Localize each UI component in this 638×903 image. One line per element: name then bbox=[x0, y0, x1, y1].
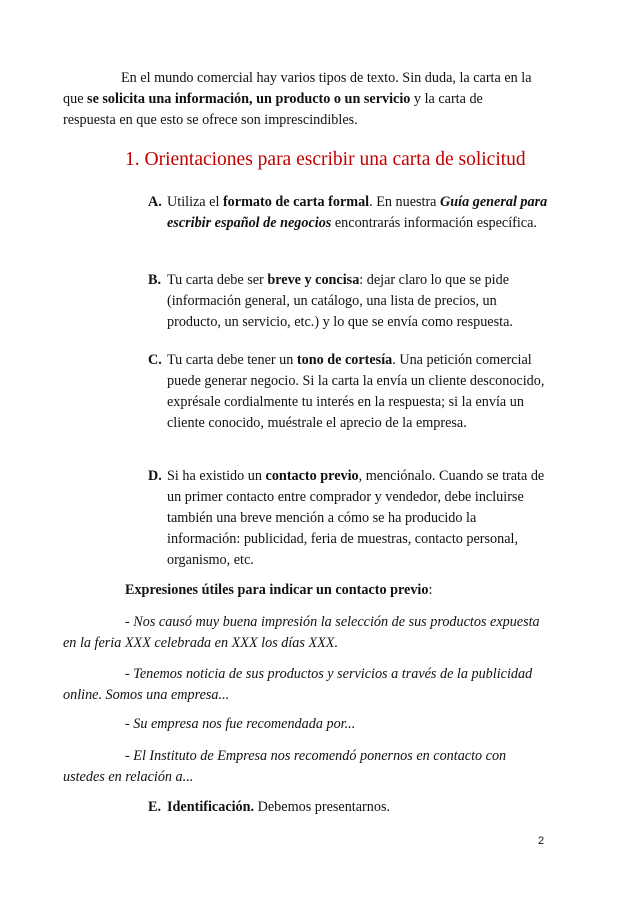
item-bold: contacto previo bbox=[265, 468, 359, 484]
intro-paragraph bbox=[63, 68, 538, 131]
example-phrase: - Nos causó muy buena impresión la selección de sus productos expuesta en la feria XXX celebrada en XXX los días XXX. bbox=[63, 614, 540, 651]
intro-text-2: y la carta de respuesta en que esto se ofrece son imprescindibles. bbox=[63, 91, 483, 128]
item-text: . Una petición comercial puede generar negocio. Si la carta la envía un cliente desconocido, exprésale cordialmente tu interés en la respuesta; si la envía un cliente conocido, muéstrale el aprecio de la empresa. bbox=[167, 352, 545, 431]
example-phrase: - Tenemos noticia de sus productos y servicios a través de la publicidad online. Somos una empresa... bbox=[63, 666, 533, 703]
list-item-text bbox=[167, 270, 548, 333]
item-text: : dejar claro lo que se pide (información general, un catálogo, una lista de precios, un producto, un servicio, etc.) y lo que se envía como respuesta. bbox=[167, 272, 513, 330]
item-text: , menciónalo. Cuando se trata de un primer contacto entre comprador y vendedor, debe incluirse también una breve mención a cómo se ha producido la información: publicidad, feria de muestras, contacto personal, organismo, etc. bbox=[167, 468, 545, 568]
example-phrase: - Su empresa nos fue recomendada por... bbox=[125, 716, 356, 732]
list-item-b bbox=[148, 270, 548, 333]
expressions-title-bold: Expresiones útiles para indicar un contacto previo bbox=[125, 582, 429, 598]
intro-bold-phrase: se solicita una información, un producto o un servicio bbox=[87, 91, 411, 107]
list-letter: D. bbox=[148, 468, 162, 484]
list-letter: E. bbox=[148, 799, 162, 815]
expressions-title bbox=[125, 580, 432, 601]
list-item-text bbox=[167, 350, 548, 434]
list-item-e bbox=[148, 797, 548, 818]
section-heading: 1. Orientaciones para escribir una carta de solicitud bbox=[125, 149, 526, 170]
item-bold: formato de carta formal bbox=[222, 194, 370, 210]
list-item-c bbox=[148, 350, 548, 434]
expressions-title-colon: : bbox=[428, 582, 433, 598]
list-item-a bbox=[148, 192, 548, 234]
item-text: encontrarás información específica. bbox=[331, 215, 537, 231]
item-bold: tono de cortesía bbox=[296, 352, 393, 368]
intro-text-1: En el mundo comercial hay varios tipos de texto. Sin duda, la carta en la que bbox=[63, 70, 532, 107]
page-number: 2 bbox=[538, 835, 545, 847]
item-text: Tu carta debe ser bbox=[167, 272, 268, 288]
list-item-text bbox=[167, 192, 548, 234]
list-item-d bbox=[148, 466, 548, 571]
item-bold: Identificación. bbox=[167, 799, 255, 815]
list-letter: B. bbox=[148, 272, 162, 288]
item-text: . En nuestra bbox=[369, 194, 441, 210]
item-text: Debemos presentarnos. bbox=[254, 799, 391, 815]
example-phrase: - El Instituto de Empresa nos recomendó ponernos en contacto con ustedes en relación a... bbox=[63, 748, 507, 785]
item-text: Tu carta debe tener un bbox=[167, 352, 297, 368]
item-bold-italic: Guía general para escribir español de negocios bbox=[167, 194, 548, 231]
item-text: Si ha existido un bbox=[167, 468, 266, 484]
list-item-text bbox=[167, 797, 548, 818]
list-item-text bbox=[167, 466, 548, 571]
item-bold: breve y concisa bbox=[267, 272, 360, 288]
item-text: Utiliza el bbox=[167, 194, 223, 210]
list-letter: A. bbox=[148, 194, 162, 210]
list-letter: C. bbox=[148, 352, 162, 368]
